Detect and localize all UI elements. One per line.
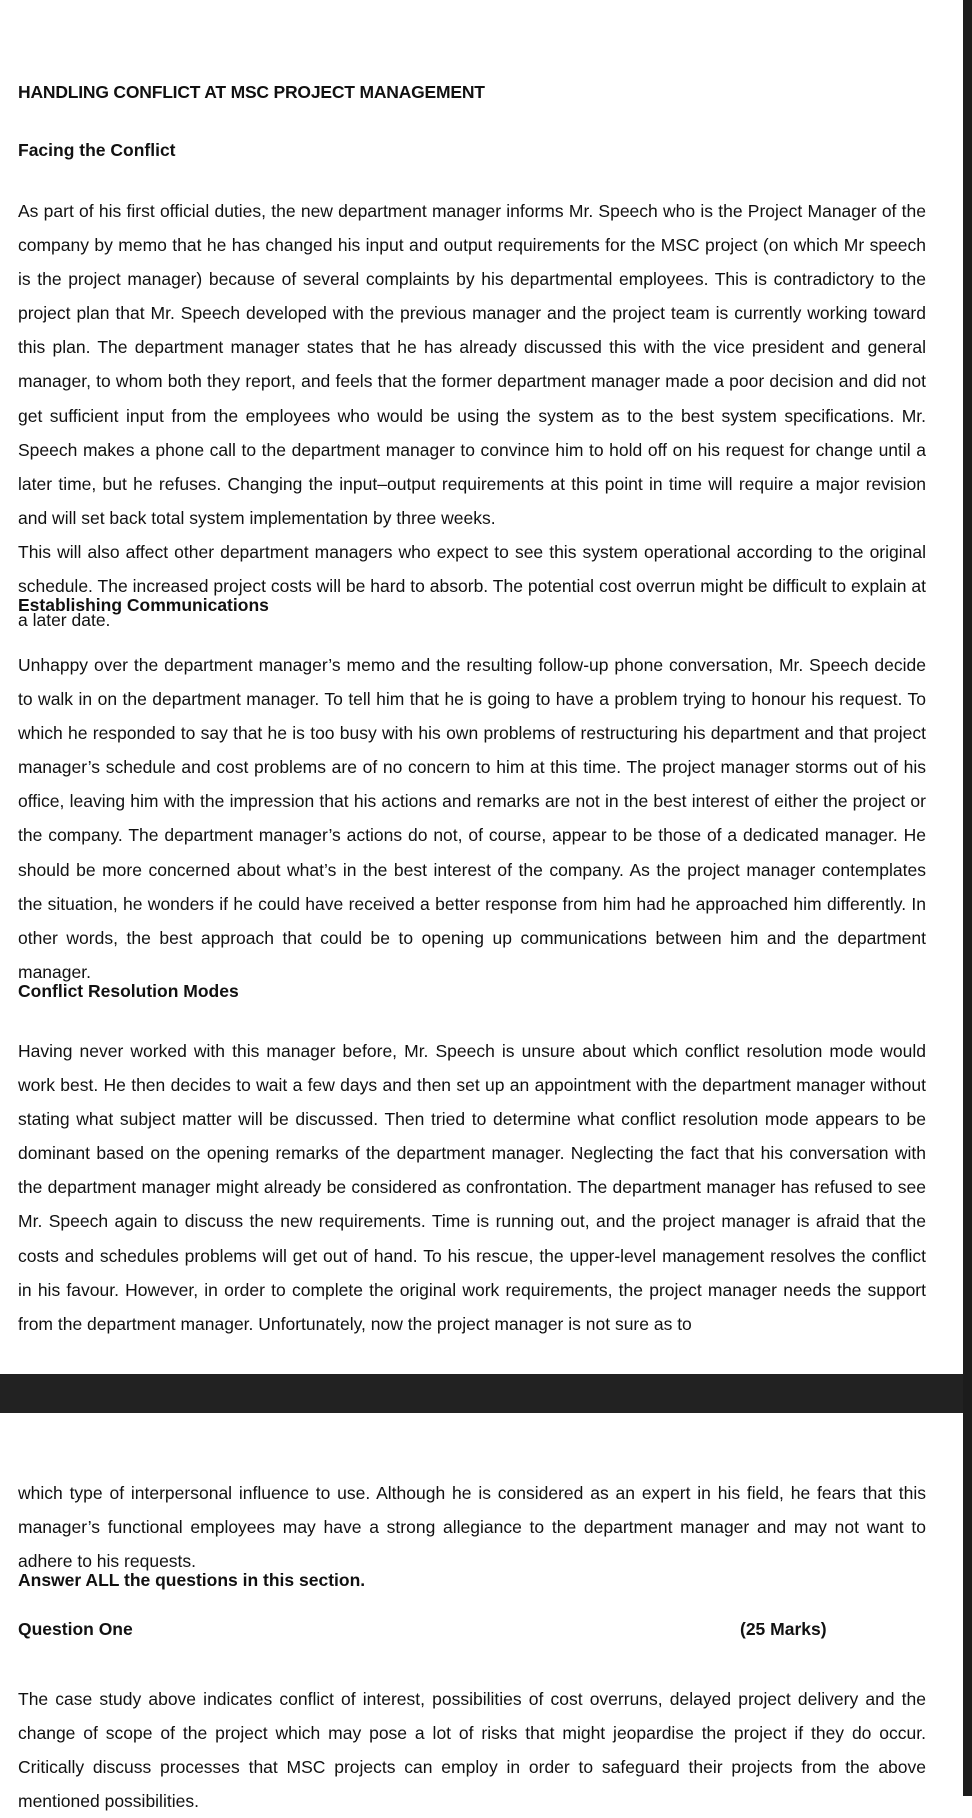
section-heading-conflict-resolution-modes: Conflict Resolution Modes — [18, 981, 239, 1001]
paragraph-facing-conflict-part1: As part of his first official duties, the new department manager informs Mr. Speech who is the Project Manager of the company by memo that he has changed his input and output requirements for the MSC project (on which Mr speech is the project manager) because of several complaints by his departmental employees. This is contradictory to the project plan that Mr. Speech developed with the previous manager and the project team is currently working toward this plan. The department manager states that he has already discussed this with the vice president and general manager, to whom both they report, and feels that the former department manager made a poor decision and did not get sufficient input from the employees who would be using the system as to the best system specifications. Mr. Speech makes a phone call to the department manager to convince him to hold off on his request for change until a later time, but he refuses. Changing the input–output requirements at this point in time will require a major revision and will set back total system implementation by three weeks. — [18, 201, 926, 528]
paragraph-conflict-resolution-modes: Having never worked with this manager before, Mr. Speech is unsure about which conflict resolution mode would work best. He then decides to wait a few days and then set up an appointment with the department manager without stating what subject matter will be discussed. Then tried to determine what conflict resolution mode appears to be dominant based on the opening remarks of the department manager. Neglecting the fact that his conversation with the department manager might already be considered as confrontation. The department manager has refused to see Mr. Speech again to discuss the new requirements. Time is running out, and the project manager is afraid that the costs and schedules problems will get out of hand. To his rescue, the upper-level management resolves the conflict in his favour. However, in order to complete the original work requirements, the project manager needs the support from the department manager. Unfortunately, now the project manager is not sure as to — [18, 1041, 926, 1334]
document-title: HANDLING CONFLICT AT MSC PROJECT MANAGEMENT — [18, 82, 485, 102]
question-label: Question One — [18, 1619, 133, 1639]
paragraph-facing-conflict — [18, 194, 926, 637]
section-heading-facing-conflict: Facing the Conflict — [18, 140, 176, 160]
page-break-divider — [0, 1374, 963, 1413]
question-text: The case study above indicates conflict of interest, possibilities of cost overruns, delayed project delivery and the change of scope of the project which may pose a lot of risks that might jeopardise the project if they do occur. Critically discuss processes that MSC projects can employ in order to safeguard their projects from the above mentioned possibilities. — [18, 1689, 926, 1812]
section-heading-establishing-communications: Establishing Communications — [18, 595, 269, 615]
right-edge-strip — [963, 0, 972, 1796]
question-marks: (25 Marks) — [740, 1619, 827, 1639]
paragraph-establishing-communications: Unhappy over the department manager’s memo and the resulting follow-up phone conversation, Mr. Speech decide to walk in on the department manager. To tell him that he is going to have a problem trying to honour his request. To which he responded to say that he is too busy with his own problems of restructuring his department and that project manager’s schedule and cost problems are of no concern to him at this time. The project manager storms out of his office, leaving him with the impression that his actions and remarks are not in the best interest of either the project or the company. The department manager’s actions do not, of course, appear to be those of a dedicated manager. He should be more concerned about what’s in the best interest of the company. As the project manager contemplates the situation, he wonders if he could have received a better response from him had he approached him differently. In other words, the best approach that could be to opening up communications between him and the department manager. — [18, 655, 926, 982]
paragraph-conflict-resolution-continued: which type of interpersonal influence to use. Although he is considered as an expert in his field, he fears that this manager’s functional employees may have a strong allegiance to the department manager and may not want to adhere to his requests. — [18, 1483, 926, 1572]
instructions-text: Answer ALL the questions in this section. — [18, 1570, 366, 1590]
paragraph-facing-conflict-part2: This will also affect other department managers who expect to see this system operational according to the original schedule. The increased project costs will be hard to absorb. The potential cost overrun might be difficult to explain at a later date. — [18, 541, 926, 631]
